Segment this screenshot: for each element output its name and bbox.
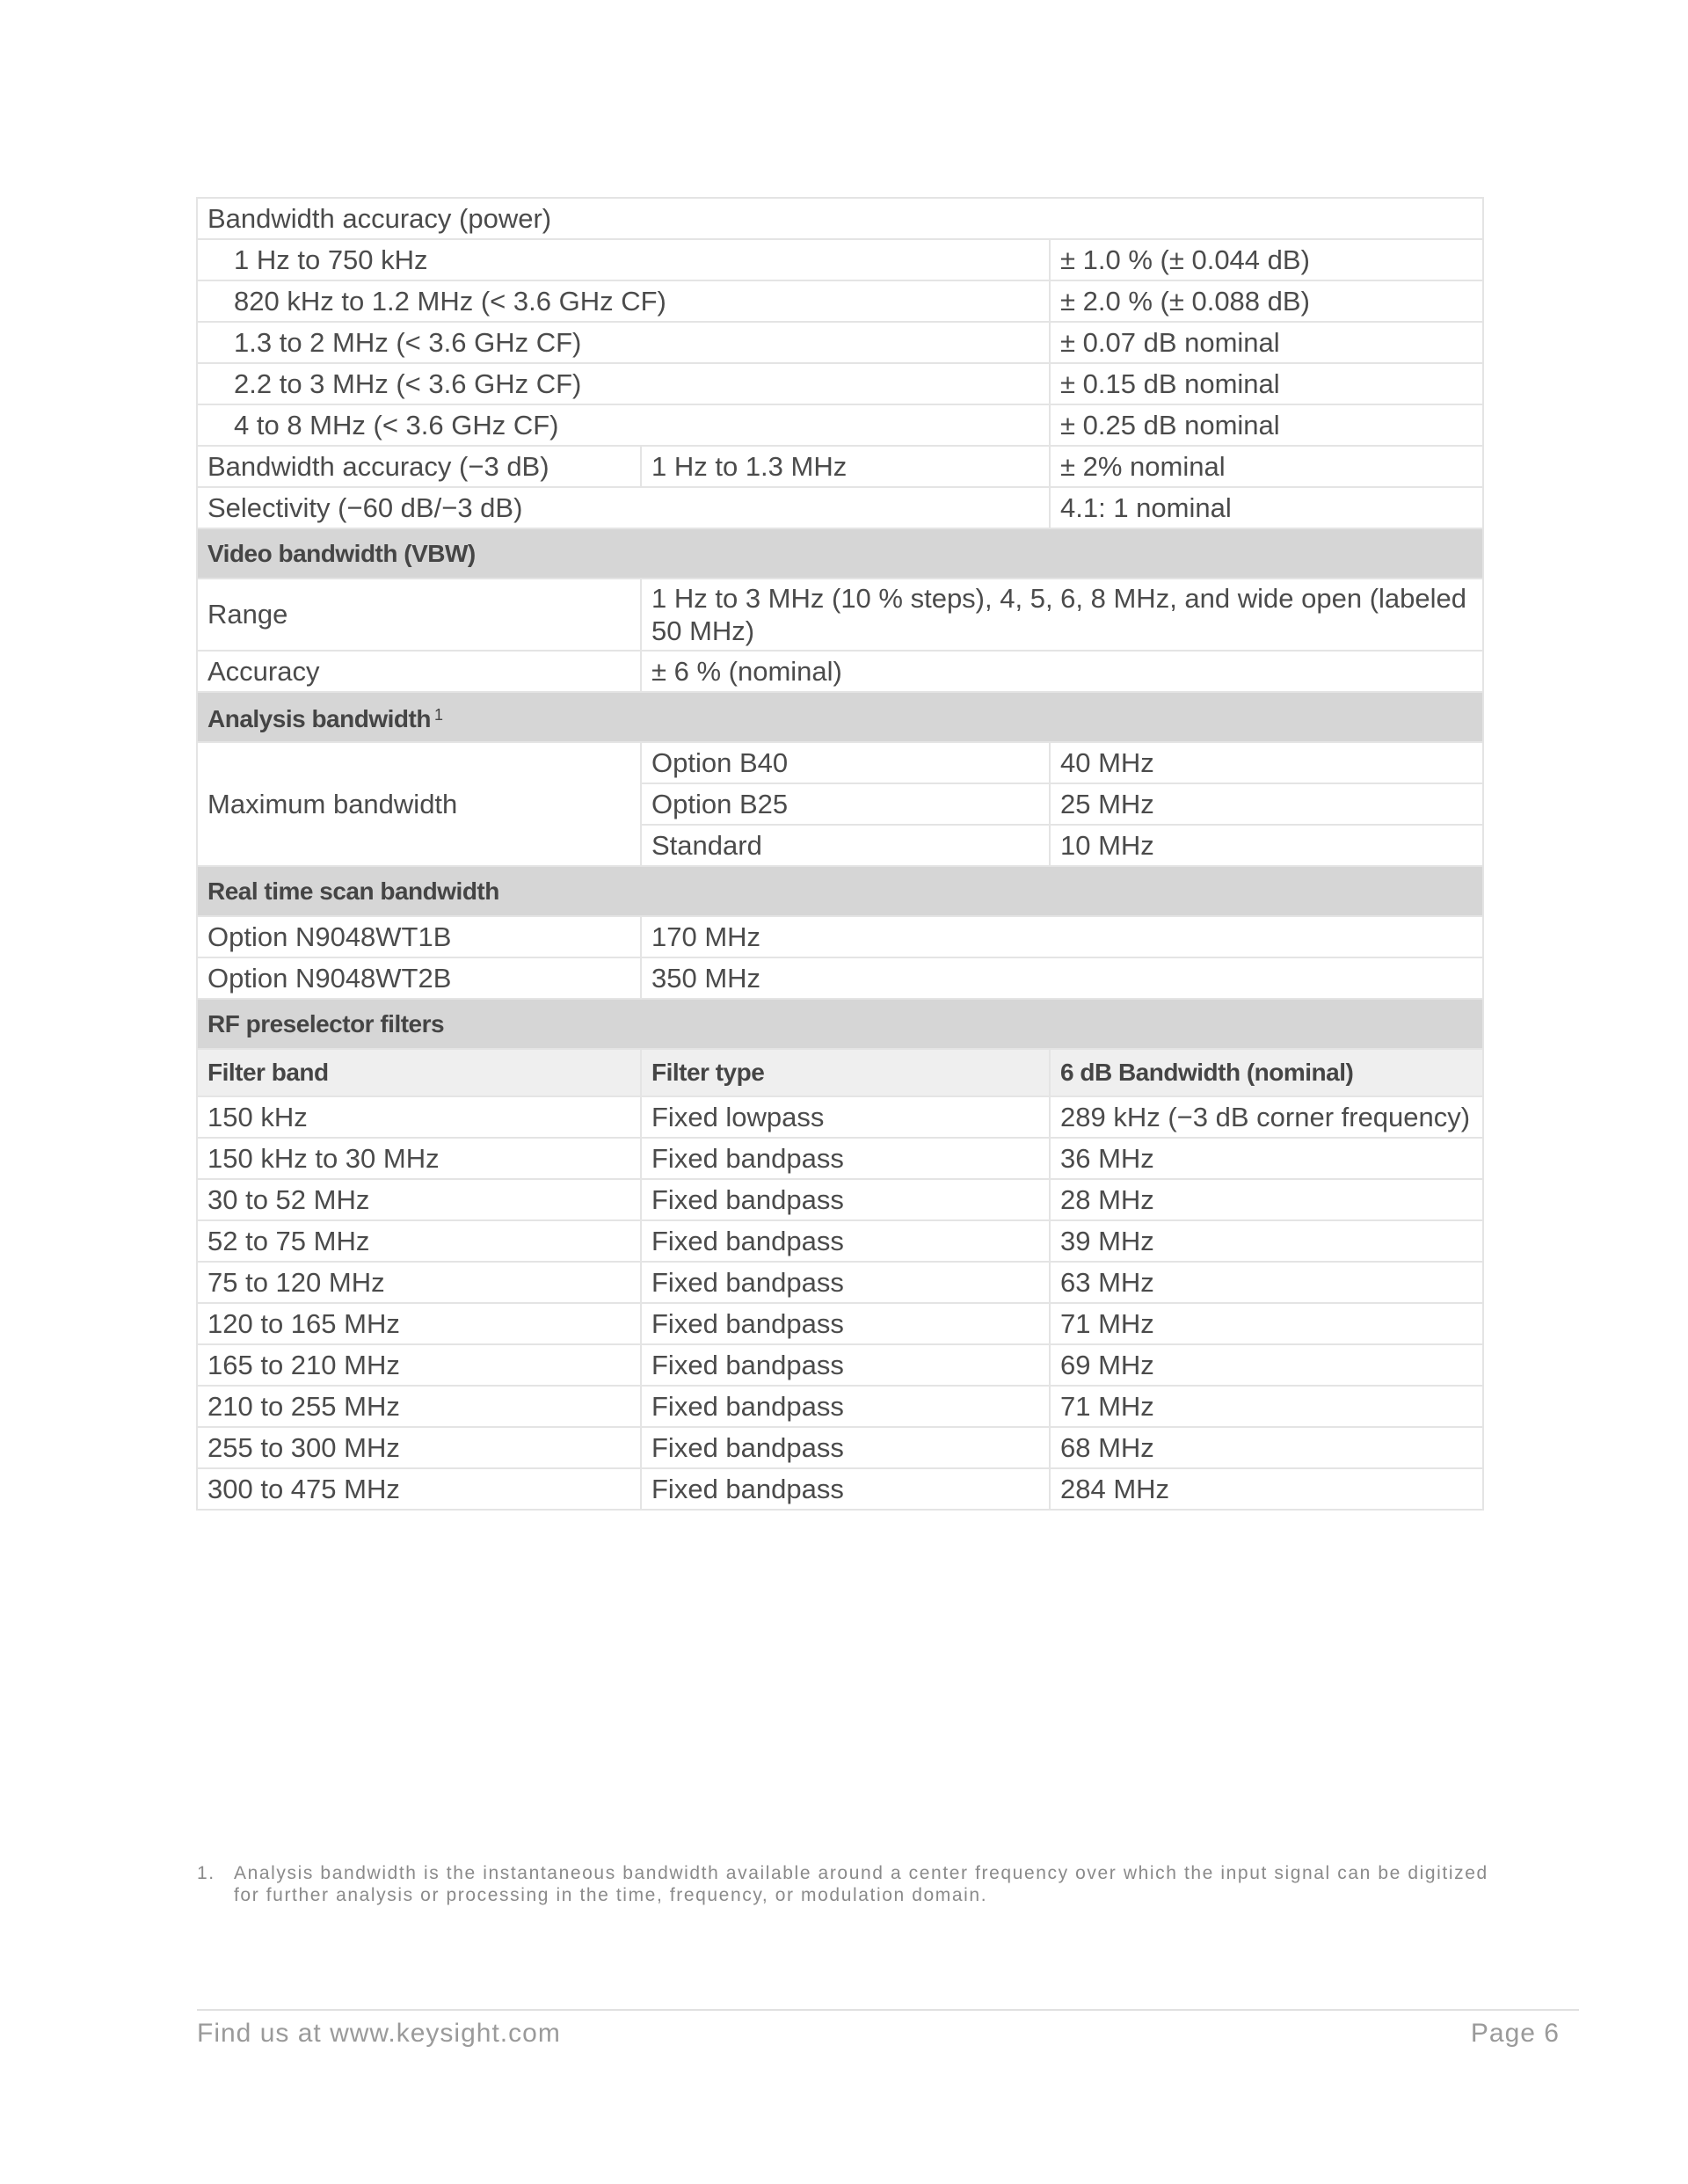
table-cell: 165 to 210 MHz (197, 1344, 641, 1386)
table-cell: Fixed bandpass (641, 1427, 1050, 1468)
table-row (197, 363, 1483, 404)
table-row (197, 446, 1483, 487)
table-cell: 4.1: 1 nominal (1050, 487, 1483, 528)
table-cell: 150 kHz to 30 MHz (197, 1138, 641, 1179)
table-cell: ± 2.0 % (± 0.088 dB) (1050, 280, 1483, 322)
section-header-vbw (197, 528, 1483, 579)
table-cell: 71 MHz (1050, 1386, 1483, 1427)
table-cell: 52 to 75 MHz (197, 1220, 641, 1262)
rf-filter-rows (197, 1096, 1483, 1510)
table-row (197, 198, 1483, 239)
table-row (197, 1427, 1483, 1468)
table-cell: Fixed bandpass (641, 1138, 1050, 1179)
table-cell: 39 MHz (1050, 1220, 1483, 1262)
table-cell: 30 to 52 MHz (197, 1179, 641, 1220)
table-cell: 63 MHz (1050, 1262, 1483, 1303)
table-row (197, 1220, 1483, 1262)
table-cell: Standard (641, 825, 1050, 866)
table-cell: 36 MHz (1050, 1138, 1483, 1179)
table-cell: Fixed bandpass (641, 1386, 1050, 1427)
table-row (197, 487, 1483, 528)
table-row (197, 404, 1483, 446)
table-cell: Accuracy (197, 651, 641, 692)
table-cell: 4 to 8 MHz (< 3.6 GHz CF) (197, 404, 1050, 446)
table-cell: ± 0.25 dB nominal (1050, 404, 1483, 446)
table-cell: 255 to 300 MHz (197, 1427, 641, 1468)
column-header: Filter type (641, 1049, 1050, 1096)
table-cell: ± 2% nominal (1050, 446, 1483, 487)
table-cell: Fixed bandpass (641, 1220, 1050, 1262)
footnote-number: 1. (197, 1863, 215, 1883)
table-cell: 289 kHz (−3 dB corner frequency) (1050, 1096, 1483, 1138)
table-cell: 28 MHz (1050, 1179, 1483, 1220)
footer-divider (197, 2009, 1579, 2011)
table-row (197, 579, 1483, 651)
table-row (197, 280, 1483, 322)
table-cell: Fixed bandpass (641, 1262, 1050, 1303)
table-cell: 69 MHz (1050, 1344, 1483, 1386)
table-cell: Fixed bandpass (641, 1303, 1050, 1344)
table-cell: 25 MHz (1050, 783, 1483, 825)
table-cell: 284 MHz (1050, 1468, 1483, 1510)
column-header: 6 dB Bandwidth (nominal) (1050, 1049, 1483, 1096)
table-cell: Option N9048WT1B (197, 916, 641, 957)
footnote (197, 1862, 1498, 1906)
table-cell: ± 6 % (nominal) (641, 651, 1483, 692)
table-cell: 1 Hz to 750 kHz (197, 239, 1050, 280)
table-cell: Option B25 (641, 783, 1050, 825)
table-cell: 40 MHz (1050, 742, 1483, 783)
table-cell: 1 Hz to 1.3 MHz (641, 446, 1050, 487)
table-cell: Fixed lowpass (641, 1096, 1050, 1138)
column-header: Filter band (197, 1049, 641, 1096)
table-row (197, 916, 1483, 957)
section-title-cell (197, 692, 1483, 742)
table-row (197, 1179, 1483, 1220)
page-number: Page 6 (1470, 2019, 1560, 2048)
bw-accuracy-power-heading: Bandwidth accuracy (power) (197, 198, 1483, 239)
footnote-marker: 1 (433, 706, 443, 724)
table-cell: 300 to 475 MHz (197, 1468, 641, 1510)
table-cell: 71 MHz (1050, 1303, 1483, 1344)
table-cell: 820 kHz to 1.2 MHz (< 3.6 GHz CF) (197, 280, 1050, 322)
table-cell: 150 kHz (197, 1096, 641, 1138)
table-cell: 170 MHz (641, 916, 1483, 957)
table-cell: ± 0.15 dB nominal (1050, 363, 1483, 404)
table-cell: 210 to 255 MHz (197, 1386, 641, 1427)
table-row (197, 1096, 1483, 1138)
table-cell: 2.2 to 3 MHz (< 3.6 GHz CF) (197, 363, 1050, 404)
section-title: RF preselector filters (197, 999, 1483, 1049)
table-cell: 1 Hz to 3 MHz (10 % steps), 4, 5, 6, 8 MHz, and wide open (labeled 50 MHz) (641, 579, 1483, 651)
table-cell: 68 MHz (1050, 1427, 1483, 1468)
table-cell: ± 0.07 dB nominal (1050, 322, 1483, 363)
table-cell: 1.3 to 2 MHz (< 3.6 GHz CF) (197, 322, 1050, 363)
section-title: Real time scan bandwidth (197, 866, 1483, 916)
table-cell: Option N9048WT2B (197, 957, 641, 999)
table-cell: 10 MHz (1050, 825, 1483, 866)
spec-table (196, 197, 1484, 1511)
table-cell: Fixed bandpass (641, 1344, 1050, 1386)
table-row (197, 1386, 1483, 1427)
section-title: Video bandwidth (VBW) (197, 528, 1483, 579)
section-header-realtime (197, 866, 1483, 916)
table-row (197, 1262, 1483, 1303)
table-cell: Option B40 (641, 742, 1050, 783)
table-cell: 350 MHz (641, 957, 1483, 999)
table-cell: Maximum bandwidth (197, 742, 641, 866)
section-header-analysis-bw (197, 692, 1483, 742)
table-cell: ± 1.0 % (± 0.044 dB) (1050, 239, 1483, 280)
table-row (197, 742, 1483, 783)
table-cell: 120 to 165 MHz (197, 1303, 641, 1344)
table-cell: 75 to 120 MHz (197, 1262, 641, 1303)
table-cell: Fixed bandpass (641, 1468, 1050, 1510)
table-row (197, 651, 1483, 692)
table-row (197, 1303, 1483, 1344)
footer-website: Find us at www.keysight.com (197, 2019, 561, 2048)
footnote-text: Analysis bandwidth is the instantaneous bandwidth available around a center frequency over which the input signal can be digitized for further analysis or processing in the time, frequency, or modulation domain. (234, 1863, 1488, 1905)
column-header-row (197, 1049, 1483, 1096)
table-row (197, 322, 1483, 363)
table-row (197, 239, 1483, 280)
section-header-rf-preselector (197, 999, 1483, 1049)
table-cell: Bandwidth accuracy (−3 dB) (197, 446, 641, 487)
table-row (197, 1468, 1483, 1510)
table-cell: Selectivity (−60 dB/−3 dB) (197, 487, 1050, 528)
table-row (197, 1344, 1483, 1386)
table-cell: Fixed bandpass (641, 1179, 1050, 1220)
table-row (197, 957, 1483, 999)
section-title: Analysis bandwidth (207, 705, 431, 732)
table-row (197, 1138, 1483, 1179)
table-cell: Range (197, 579, 641, 651)
